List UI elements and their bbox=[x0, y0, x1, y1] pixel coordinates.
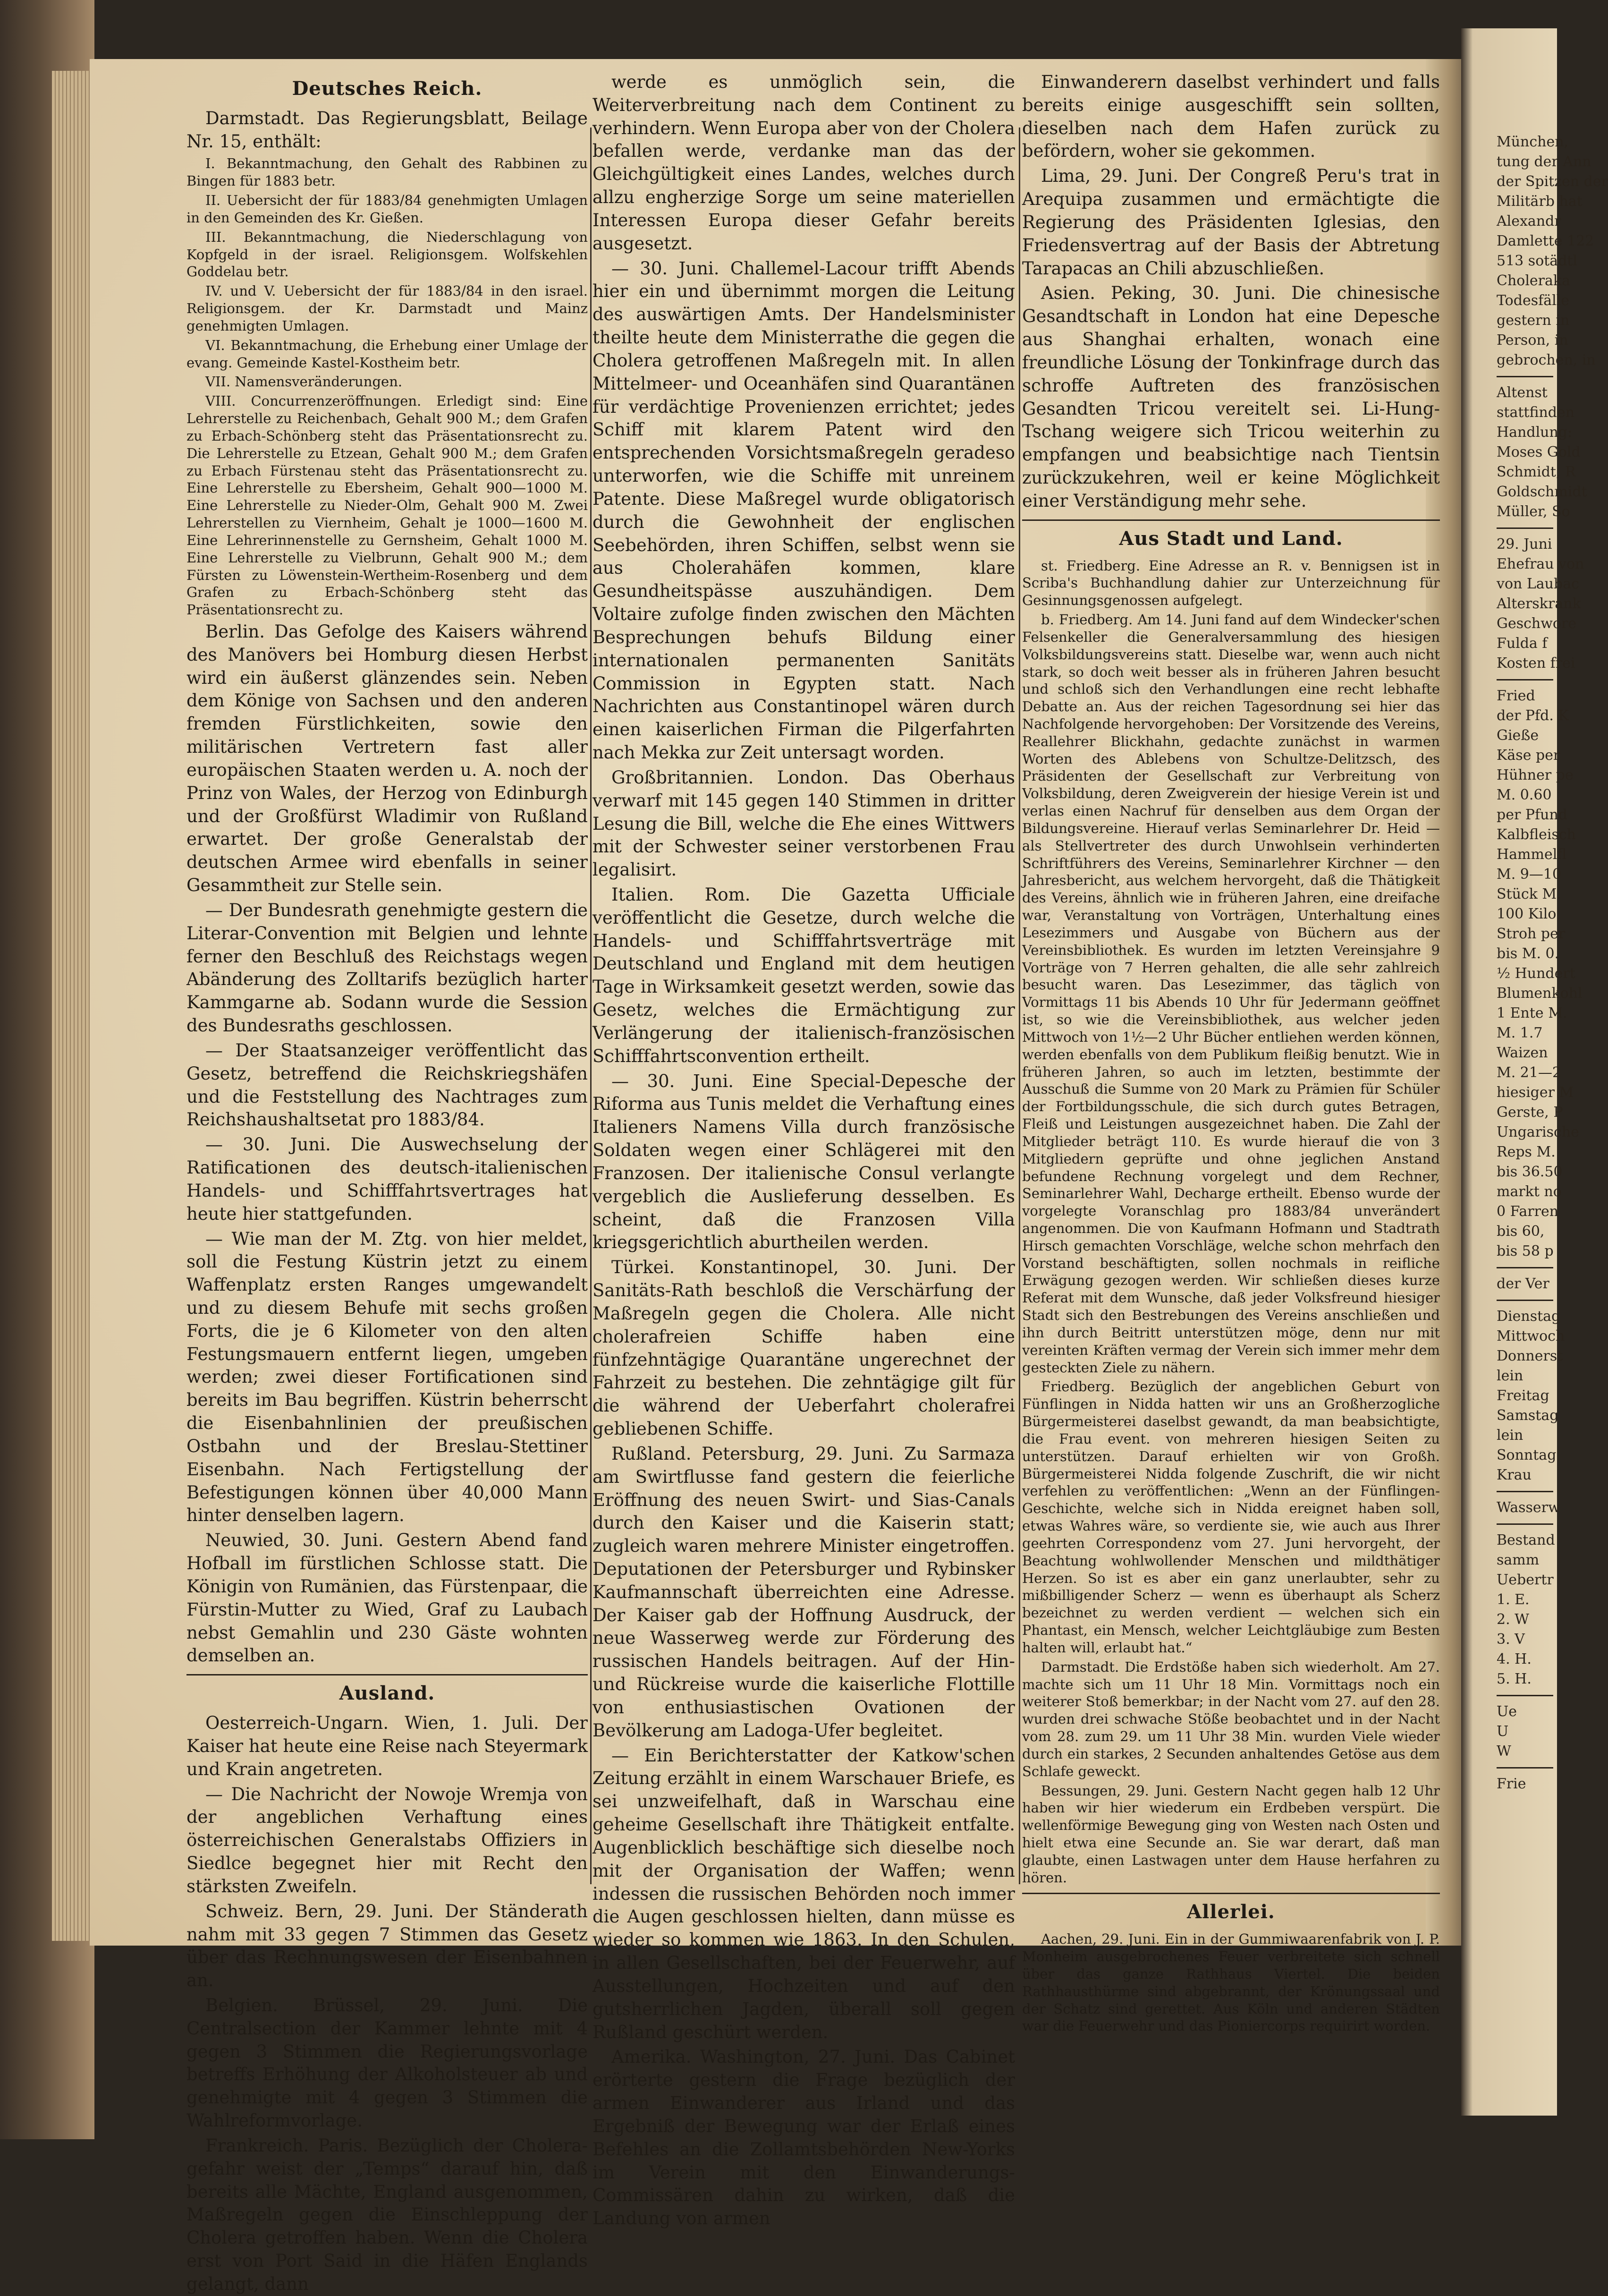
next-page-line: 3. V bbox=[1497, 1631, 1525, 1648]
next-page-line: Freitag bbox=[1497, 1387, 1549, 1404]
next-page-line bbox=[1497, 1491, 1553, 1492]
next-page-line: Ungarische bbox=[1497, 1124, 1579, 1140]
article-paragraph: Oesterreich-Ungarn. Wien, 1. Juli. Der Kaiser hat heute eine Reise nach Steyermark und Krain angetreten. bbox=[186, 1713, 588, 1779]
next-page-line: Fulda f bbox=[1497, 635, 1548, 652]
next-page-line: Mittwoch bbox=[1497, 1328, 1565, 1344]
next-page-line: per Pfund bbox=[1497, 807, 1567, 823]
next-page-line: stattfinden bbox=[1497, 404, 1575, 421]
next-page-line: markt no bbox=[1497, 1183, 1562, 1200]
next-page-line: gebrochen, in bbox=[1497, 352, 1596, 368]
next-page-line: gestern in bbox=[1497, 312, 1570, 329]
next-page-line: Fried bbox=[1497, 688, 1535, 704]
next-page-line: der Pfd. K bbox=[1497, 707, 1569, 724]
article-paragraph: Belgien. Brüssel, 29. Juni. Die Centralsection der Kammer lehnte mit 4 gegen 3 Stimmen die Regierungsvorlage betreffs Erhöhung der Alkoholsteuer ab und genehmigte mit 4 gegen 3 Stimmen die Wahlreformvorlage. bbox=[186, 1995, 588, 2131]
next-page-line: von Laubac bbox=[1497, 576, 1579, 592]
next-page-line: M. 9—10 bbox=[1497, 866, 1562, 883]
next-page-line: Uebertr bbox=[1497, 1572, 1554, 1588]
next-page-line: Gerste, P bbox=[1497, 1104, 1563, 1121]
section-rule bbox=[186, 1674, 588, 1675]
next-page-line: Hühner pe bbox=[1497, 767, 1574, 783]
column-3 bbox=[1022, 71, 1440, 2034]
next-page-line: Kalbfleisch bbox=[1497, 826, 1576, 843]
article-paragraph: I. Bekanntmachung, den Gehalt des Rabbinen zu Bingen für 1883 betr. bbox=[186, 155, 588, 189]
next-page-line: Waizen bbox=[1497, 1045, 1548, 1061]
next-page-line bbox=[1497, 376, 1553, 377]
column-divider bbox=[1019, 128, 1020, 1884]
article-paragraph: III. Bekanntmachung, die Niederschlagung von Kopfgeld in der israel. Religionsgem. Wolfskehlen Goddelau betr. bbox=[186, 229, 588, 280]
next-page-line: Blumenkohl bbox=[1497, 985, 1583, 1002]
next-page-line: Altenst bbox=[1497, 384, 1548, 401]
article-paragraph: Darmstadt. Das Regierungsblatt, Beilage Nr. 15, enthält: bbox=[186, 108, 588, 152]
next-page-line: 0 Farren bbox=[1497, 1203, 1559, 1220]
article-paragraph: st. Friedberg. Eine Adresse an R. v. Bennigsen ist in Scriba's Buchhandlung dahier zur Unterzeichnung für Gesinnungsgenossen aufgelegt. bbox=[1022, 557, 1440, 609]
next-page-line bbox=[1497, 1767, 1553, 1769]
next-page-line: Person, in bbox=[1497, 332, 1568, 349]
next-page-line: Geschwore bbox=[1497, 615, 1577, 632]
next-page-line: Stroh per bbox=[1497, 926, 1566, 942]
article-paragraph: — Ein Berichterstatter der Katkow'schen Zeitung erzählt in einem Warschauer Briefe, es sei unzweifelhaft, daß in Warschau eine geheime Gesellschaft ihre Thätigkeit entfalte. Augenblicklich beschäftige sich dieselbe noch mit der Organisation der Waffen; wenn indessen die russischen Behörden noch immer die Augen geschlossen hielten, dann müsse es wieder so kommen wie 1863. In den Schulen, in allen Gesellschaften, bei der Feuerwehr, auf Ausstellungen, Hochzeiten und auf den gutsherrlichen Jagden, überall soll gegen Rußland geschürt werden. bbox=[592, 1745, 1015, 2042]
next-page-line: Donnerst bbox=[1497, 1348, 1563, 1364]
next-page-line: Reps M. bbox=[1497, 1144, 1556, 1160]
column-divider bbox=[590, 128, 592, 1884]
next-page-line: M. 1.7 bbox=[1497, 1025, 1543, 1041]
next-page-line: 1 Ente M. bbox=[1497, 1005, 1567, 1021]
next-page-edge bbox=[1461, 28, 1608, 2116]
article-paragraph: — 30. Juni. Eine Special-Depesche der Riforma aus Tunis meldet die Verhaftung eines Italieners Namens Villa durch französische Soldaten wegen einer Schlägerei mit den Franzosen. Der italienische Consul verlangte vergeblich die Auslieferung desselben. Es scheint, daß die Franzosen Villa kriegsgerichtlich aburtheilen werden. bbox=[592, 1071, 1015, 1253]
article-paragraph: — Der Bundesrath genehmigte gestern die Literar-Convention mit Belgien und lehnte ferner den Beschluß des Reichstags wegen Abänderung des Zolltarifs bezüglich harter Kammgarne ab. Sodann wurde die Session des Bundesraths geschlossen. bbox=[186, 900, 588, 1036]
next-page-line: M. 0.60 bbox=[1497, 787, 1552, 803]
next-page-line: Frie bbox=[1497, 1776, 1526, 1792]
next-page-line: Damlette 122 bbox=[1497, 233, 1594, 249]
next-page-line: hiesiger M bbox=[1497, 1084, 1574, 1101]
next-page-line: lein bbox=[1497, 1368, 1523, 1384]
next-page-line: W bbox=[1497, 1743, 1511, 1760]
article-paragraph: Frankreich. Paris. Bezüglich der Cholera-gefahr weist der „Temps“ darauf hin, daß bereits alle Mächte, England ausgenommen, Maßregeln gegen die Einschleppung der Cholera getroffen haben. Wenn die Cholera erst von Port Said in die Häfen Englands gelangt, dann bbox=[186, 2135, 588, 2294]
next-page-line bbox=[1497, 1523, 1553, 1525]
next-page-line: der Spitzen der bbox=[1497, 173, 1608, 190]
next-page-line: Samstag bbox=[1497, 1407, 1559, 1424]
section-heading: Ausland. bbox=[339, 1682, 435, 1705]
next-page-line bbox=[1497, 679, 1553, 680]
next-page-line: Alterskrank bbox=[1497, 595, 1581, 612]
section-heading: Deutsches Reich. bbox=[292, 77, 482, 100]
next-page-line: 1. E. bbox=[1497, 1591, 1530, 1608]
next-page-line: Schmidt, R bbox=[1497, 464, 1576, 480]
column-2 bbox=[592, 71, 1015, 2229]
article-paragraph: Großbritannien. London. Das Oberhaus verwarf mit 145 gegen 140 Stimmen in dritter Lesung die Bill, welche die Ehe eines Wittwers mit der Schwester seiner verstorbenen Frau legalisirt. bbox=[592, 767, 1015, 880]
section-rule bbox=[1022, 1893, 1440, 1894]
next-page-line: U bbox=[1497, 1723, 1509, 1740]
article-paragraph: Darmstadt. Die Erdstöße haben sich wiederholt. Am 27. machte sich um 11 Uhr 18 Min. Vormittags noch ein weiterer Stoß bemerkbar; in der Nacht vom 27. auf den 28. wurden drei schwache Stöße beobachtet und in der Nacht vom 28. zum 29. um 11 Uhr 38 Min. wurden Viele wieder durch ein starkes, 2 Secunden anhaltendes Getöse aus dem Schlafe geweckt. bbox=[1022, 1658, 1440, 1779]
next-page-line: 513 sotädtl bbox=[1497, 253, 1578, 269]
article-paragraph: Asien. Peking, 30. Juni. Die chinesische Gesandtschaft in London hat eine Depesche aus Shanghai erhalten, wonach eine freundliche Lösung der Tonkinfrage durch das schroffe Auftreten des französischen Gesandten Tricou vereitelt sei. Li-Hung-Tschang weigere sich Tricou weiterhin zu empfangen und beabsichtige nach Tientsin zurückzukehren, weil er keine Möglichkeit einer Verständigung mehr sehe. bbox=[1022, 283, 1440, 511]
article-paragraph: VIII. Concurrenzeröffnungen. Erledigt sind: Eine Lehrerstelle zu Reichenbach, Gehalt 900 M.; dem Grafen zu Erbach-Schönberg steht das Präsentationsrecht zu. Die Lehrerstelle zu Etzean, Gehalt 900 M.; dem Grafen zu Erbach Fürstenau steht das Präsentationsrecht zu. Eine Lehrerstelle zu Ebersheim, Gehalt 900—1000 M. Eine Lehrerstelle zu Nieder-Olm, Gehalt 900 M. Zwei Lehrerstellen zu Viernheim, Gehalt je 1000—1600 M. Eine Lehrerinnenstelle zu Gernsheim, Gehalt 1000 M. Eine Lehrerstelle zu Vielbrunn, Gehalt 900 M.; dem Fürsten zu Löwenstein-Wertheim-Rosenberg und dem Grafen zu Erbach-Schönberg steht das Präsentationsrecht zu. bbox=[186, 393, 588, 618]
next-page-line: Müller, So bbox=[1497, 503, 1570, 520]
article-paragraph: IV. und V. Uebersicht der für 1883/84 in den israel. Religionsgem. der Kr. Darmstadt und Mainz genehmigten Umlagen. bbox=[186, 283, 588, 334]
next-page-line: samm bbox=[1497, 1552, 1540, 1568]
next-page-line: 100 Kilo bbox=[1497, 906, 1557, 922]
next-page-line: Dienstag bbox=[1497, 1308, 1561, 1325]
next-page-line: Krau bbox=[1497, 1467, 1532, 1483]
next-page-line: Kosten frei bbox=[1497, 655, 1575, 672]
next-page-line bbox=[1497, 1695, 1553, 1696]
article-paragraph: Türkei. Konstantinopel, 30. Juni. Der Sanitäts-Rath beschloß die Verschärfung der Maßregeln gegen die Cholera. Alle nicht cholerafreien Schiffe haben eine fünfzehntägige Quarantäne ungerechnet der Fahrzeit zu bestehen. Die zehntägige gilt für die während der Ueberfahrt cholerafrei gebliebenen Schiffe. bbox=[592, 1257, 1015, 1439]
next-page-line: bis M. 0. bbox=[1497, 945, 1559, 962]
section-heading: Aus Stadt und Land. bbox=[1119, 527, 1343, 550]
article-paragraph: Amerika. Washington, 27. Juni. Das Cabinet erörterte gestern die Frage bezüglich der armen Einwanderer aus Irland und das Ergebniß der Bewegung war der Erlaß eines Befehles an die Zollamtsbehörden New-Yorks im Verein mit den Einwanderungs-Commissären dahin zu wirken, daß die Landung von armen bbox=[592, 2047, 1015, 2229]
article-paragraph: Bessungen, 29. Juni. Gestern Nacht gegen halb 12 Uhr haben wir hier wiederum ein Erdbeben verspürt. Die wellenförmige Bewegung ging von Westen nach Osten und hielt etwa eine Secunde an. Sie war derart, daß man glaubte, einen Lastwagen unter dem Hause herfahren zu hören. bbox=[1022, 1782, 1440, 1886]
article-paragraph: Lima, 29. Juni. Der Congreß Peru's trat in Arequipa zusammen und ermächtigte die Regierung des Präsidenten Iglesias, den Friedensvertrag auf der Basis der Abtretung Tarapacas an Chili abzuschließen. bbox=[1022, 166, 1440, 279]
article-paragraph: — 30. Juni. Challemel-Lacour trifft Abends hier ein und übernimmt morgen die Leitung des auswärtigen Amts. Der Handelsminister theilte heute dem Ministerrathe die gegen die Cholera getroffenen Maßregeln mit. In allen Mittelmeer- und Oceanhäfen sind Quarantänen für verdächtige Provenienzen errichtet; jedes Schiff mit klarem Patent wird den entsprechenden Vorsichtsmaßregeln geradeso unterworfen, wie die Schiffe mit unreinem Patente. Diese Maßregel wurde obligatorisch durch die Gewohnheit der englischen Seebehörden, ihren Schiffen, selbst wenn sie aus Cholerahäfen kommen, klare Gesundheitspässe auszuhändigen. Dem Voltaire zufolge finden zwischen den Mächten Besprechungen behufs Bildung einer internationalen permanenten Sanitäts Commission in Egypten statt. Nach Nachrichten aus Constantinopel wären durch einen kaiserlichen Firman die Pilgerfahrten nach Mekka zur Zeit untersagt worden. bbox=[592, 258, 1015, 763]
article-paragraph: — 30. Juni. Die Auswechselung der Ratificationen des deutsch-italienischen Handels- und Schifffahrtsvertrages hat heute hier stattgefunden. bbox=[186, 1134, 588, 1224]
next-page-line: Todesfälle bbox=[1497, 292, 1570, 309]
next-page-line: bis 58 p bbox=[1497, 1243, 1554, 1259]
next-page-line: Alexandr bbox=[1497, 213, 1561, 230]
next-page-line: bis 36.50 bbox=[1497, 1164, 1563, 1180]
article-paragraph: Neuwied, 30. Juni. Gestern Abend fand Hofball im fürstlichen Schlosse statt. Die Königin von Rumänien, das Fürstenpaar, die Fürstin-Mutter zu Wied, Graf zu Laubach nebst Gemahlin und 230 Gäste wohnten demselben an. bbox=[186, 1530, 588, 1666]
article-paragraph: — Die Nachricht der Nowoje Wremja von der angeblichen Verhaftung eines österreichischen Generalstabs Offiziers in Siedlce begegnet hier mit Recht den stärksten Zweifeln. bbox=[186, 1784, 588, 1896]
next-page-line: 29. Juni bbox=[1497, 536, 1552, 553]
article-paragraph: Friedberg. Bezüglich der angeblichen Geburt von Fünflingen in Nidda hatten wir uns an Großherzogliche Bürgermeisterei daselbst gewandt, da man beabsichtigte, die Frau event. von mehreren hiesigen Seiten zu unterstützen. Darauf erhielten wir von Großh. Bürgermeisterei Nidda folgende Zuschrift, die wir nicht verfehlen zu veröffentlichen: „Wenn an der Fünflingen-Geschichte, welche sich in Nidda ereignet haben soll, etwas Wahres wäre, so verdiente sie, wie auch aus Ihrer geehrten Correspondenz vom 27. Juni hervorgeht, der Beachtung wohlwollender Menschen und mildthätiger Herzen. So ist es aber ein ganz unerlaubter, sehr zu mißbilligender Scherz — wenn es überhaupt als Scherz bezeichnet zu werden verdient — welchen sich ein Phantast, ein Mensch, welcher Leichtgläubige zum Besten halten will, erlaubt hat.“ bbox=[1022, 1378, 1440, 1656]
article-paragraph: VI. Bekanntmachung, die Erhebung einer Umlage der evang. Gemeinde Kastel-Kostheim betr. bbox=[186, 337, 588, 371]
next-page-line: Wasserw bbox=[1497, 1499, 1560, 1516]
next-page-line: München, bbox=[1497, 134, 1569, 150]
section-heading: Allerlei. bbox=[1187, 1901, 1275, 1923]
article-paragraph: Schweiz. Bern, 29. Juni. Der Ständerath nahm mit 33 gegen 7 Stimmen das Gesetz über das Rechnungswesen der Eisenbahnen an. bbox=[186, 1901, 588, 1991]
next-page-line bbox=[1497, 527, 1553, 529]
next-page-line: Choleraka bbox=[1497, 272, 1570, 289]
next-page-line: Käse per bbox=[1497, 747, 1560, 764]
next-page-line: Ue bbox=[1497, 1703, 1517, 1720]
article-paragraph: werde es unmöglich sein, die Weiterverbreitung nach dem Continent zu verhindern. Wenn Europa aber von der Cholera befallen werde, verdanke man das der Gleichgültigkeit eines Landes, welches durch allzu engherzige Sorge um seine materiellen Interessen Europa dieser Gefahr bereits ausgesetzt. bbox=[592, 72, 1015, 254]
next-page-line: Gieße bbox=[1497, 727, 1539, 744]
next-page-line: 2. W bbox=[1497, 1611, 1529, 1628]
article-paragraph: Italien. Rom. Die Gazetta Ufficiale veröffentlicht die Gesetze, durch welche die Handels- und Schifffahrtsverträge mit Deutschland und England mit dem heutigen Tage in Wirksamkeit gesetzt werden, sowie das Gesetz, welches die Ermächtigung zur Verlängerung der italienisch-französischen Schifffahrtsconvention ertheilt. bbox=[592, 884, 1015, 1066]
article-paragraph: b. Friedberg. Am 14. Juni fand auf dem Windecker'schen Felsenkeller die Generalversammlung des hiesigen Volksbildungsvereins statt. Dieselbe war, wenn auch nicht stark, so doch weit besser als in früheren Jahren besucht und schloß sich den Verhandlungen eine recht lebhafte Debatte an. Aus der reichen Tagesordnung sei hier das Nachfolgende hervorgehoben: Der Vorsitzende des Vereins, Reallehrer Blickhahn, gedachte zunächst in warmen Worten des Ablebens von Schultze-Delitzsch, des Präsidenten der Gesellschaft zur Verbreitung von Volksbildung, deren Zweigverein der hiesige Verein ist und verlas einen Nachruf für denselben aus dem Organ der Bildungsvereine. Hierauf verlas Seminarlehrer Dr. Heid — als Stellvertreter des durch Unwohlsein verhinderten Schriftführers des Vereins, Seminarlehrer Kirchner — den Jahresbericht, aus welchem hervorgeht, daß die Thätigkeit des Vereins, ähnlich wie in früheren Jahren, eine dreifache war, Veranstaltung von Vorträgen, Unterhaltung eines Lesezimmers und Ausgabe von Büchern aus der Vereinsbibliothek. Es wurden im letzten Vereinsjahre 9 Vorträge von 7 Herren gehalten, die alle sehr zahlreich besucht waren. Das Lesezimmer, das täglich von Vormittags 11 bis Abends 10 Uhr für Jedermann geöffnet ist, so wie die Vereinsbibliothek, aus welcher jeden Mittwoch von 1½—2 Uhr Bücher entliehen werden können, werden ebenfalls von dem Publikum fleißig benutzt. Wie in früheren Jahren, so auch im letzten, bestimmte der Ausschuß die Summe von 20 Mark zu Prämien für Schüler der Fortbildungsschule, die sich durch gutes Betragen, Fleiß und Leistungen ausgezeichnet haben. Die Zahl der Mitglieder beträgt 110. Es wurde hierauf die von 3 Mitgliedern geprüfte und ohne jeglichen Anstand befundene Rechnung vorgelegt und dem Rechner, Seminarlehrer Wahl, Decharge ertheilt. Ebenso wurde der vorgelegte Voranschlag pro 1883/84 unverändert angenommen. Die von Kaufmann Hofmann und Stadtrath Hirsch gemachten Vorschläge, welche schon mehrfach den Vorstand beschäftigten, sollen nochmals in reifliche Erwägung gezogen werden. Wir schließen dieses kurze Referat mit dem Wunsche, daß jeder Volksfreund hiesiger Stadt sich den Bestrebungen des Vereins anschließen und ihn durch Beitritt unterstützen möge, denn nur mit vereinten Kräften vermag der Verein sich immer mehr dem gesteckten Ziele zu nähern. bbox=[1022, 612, 1440, 1376]
next-page-line bbox=[1497, 1300, 1553, 1301]
column-1 bbox=[186, 71, 588, 2294]
next-page-line: Moses Gold bbox=[1497, 444, 1581, 460]
article-paragraph: Einwanderern daselbst verhindert und falls bereits einige ausgeschifft sein sollten, dieselben nach dem Hafen zurück zu befördern, woher sie gekommen. bbox=[1022, 72, 1440, 162]
next-page-line: 5. H. bbox=[1497, 1671, 1532, 1687]
next-page-line: ½ Hundert bbox=[1497, 965, 1575, 982]
next-page-line: tung der Ann bbox=[1497, 153, 1591, 170]
next-page-line: Goldschmidt bbox=[1497, 484, 1587, 500]
section-rule bbox=[1022, 519, 1440, 521]
next-page-fragments bbox=[1497, 132, 1608, 1794]
article-paragraph: — Der Staatsanzeiger veröffentlicht das Gesetz, betreffend die Reichskriegshäfen und die Feststellung des Nachtrages zum Reichshaushaltsetat pro 1883/84. bbox=[186, 1040, 588, 1130]
next-page-line: Hammelfl bbox=[1497, 846, 1567, 863]
next-page-line: M. 21—2 bbox=[1497, 1064, 1562, 1081]
next-page-line: Ehefrau von bbox=[1497, 556, 1584, 572]
next-page-line: lein bbox=[1497, 1427, 1523, 1444]
next-page-line: bis 60, bbox=[1497, 1223, 1545, 1240]
next-page-line: Handlung: bbox=[1497, 424, 1573, 441]
article-paragraph: Aachen, 29. Juni. Ein in der Gummiwaarenfabrik von J. P. Monheim ausgebrochenes Feuer verbreitete sich schnell über das ganze Rathhaus Viertel. Die beiden Rathhausthürme sind abgebrannt, der Krönungssaal und der Schatz sind gerettet. Aus Köln und anderen Städten war die Feuerwehr und das Pioniercorps requirirt worden. bbox=[1022, 1931, 1440, 2034]
article-paragraph: VII. Namensveränderungen. bbox=[205, 374, 403, 390]
article-paragraph: — Wie man der M. Ztg. von hier meldet, soll die Festung Küstrin jetzt zu einem Waffenplatz ersten Ranges umgewandelt und zu diesem Behufe mit sechs großen Forts, die je 6 Kilometer von den alten Festungsmauern entfernt liegen, umgeben werden; zwei dieser Fortificationen sind bereits im Bau begriffen. Küstrin beherrscht die Eisenbahnlinien der preußischen Ostbahn und der Breslau-Stettiner Eisenbahn. Nach Fertigstellung der Befestigungen können über 40,000 Mann hinter denselben lagern. bbox=[186, 1228, 588, 1526]
article-paragraph: Rußland. Petersburg, 29. Juni. Zu Sarmaza am Swirtflusse fand gestern die feierliche Eröffnung des neuen Swirt- und Sias-Canals durch den Kaiser und die Kaiserin statt; zugleich waren mehrere Minister eingetroffen. Deputationen der Petersburger und Rybinsker Kaufmannschaft überreichten eine Adresse. Der Kaiser gab der Hoffnung Ausdruck, der neue Wasserweg werde zur Förderung des russischen Handels beitragen. Auf der Hin- und Rückreise wurde die kaiserliche Flottille von enthusiastischen Ovationen der Bevölkerung am Ladoga-Ufer begleitet. bbox=[592, 1443, 1015, 1741]
next-page-line: Militärb hat bbox=[1497, 193, 1583, 210]
article-paragraph: II. Uebersicht der für 1883/84 genehmigten Umlagen in den Gemeinden des Kr. Gießen. bbox=[186, 192, 588, 226]
next-page-line: Bestand bbox=[1497, 1532, 1555, 1548]
next-page-line: 4. H. bbox=[1497, 1651, 1532, 1667]
next-page-line: Stück M. bbox=[1497, 886, 1561, 902]
next-page-line: Sonntag bbox=[1497, 1447, 1557, 1463]
next-page-line: der Ver bbox=[1497, 1276, 1549, 1292]
next-page-line bbox=[1497, 1267, 1553, 1268]
article-paragraph: Berlin. Das Gefolge des Kaisers während des Manövers bei Homburg diesen Herbst wird ein äußerst glänzendes sein. Neben dem Könige von Sachsen und den anderen fremden Fürstlichkeiten, sowie den militärischen Vertretern fast aller europäischen Staaten werden u. A. noch der Prinz von Wales, der Herzog von Edinburgh und der Großfürst Wladimir von Rußland erwartet. Der große Generalstab der deutschen Armee wird ebenfalls in seiner Gesammtheit zur Stelle sein. bbox=[186, 621, 588, 896]
